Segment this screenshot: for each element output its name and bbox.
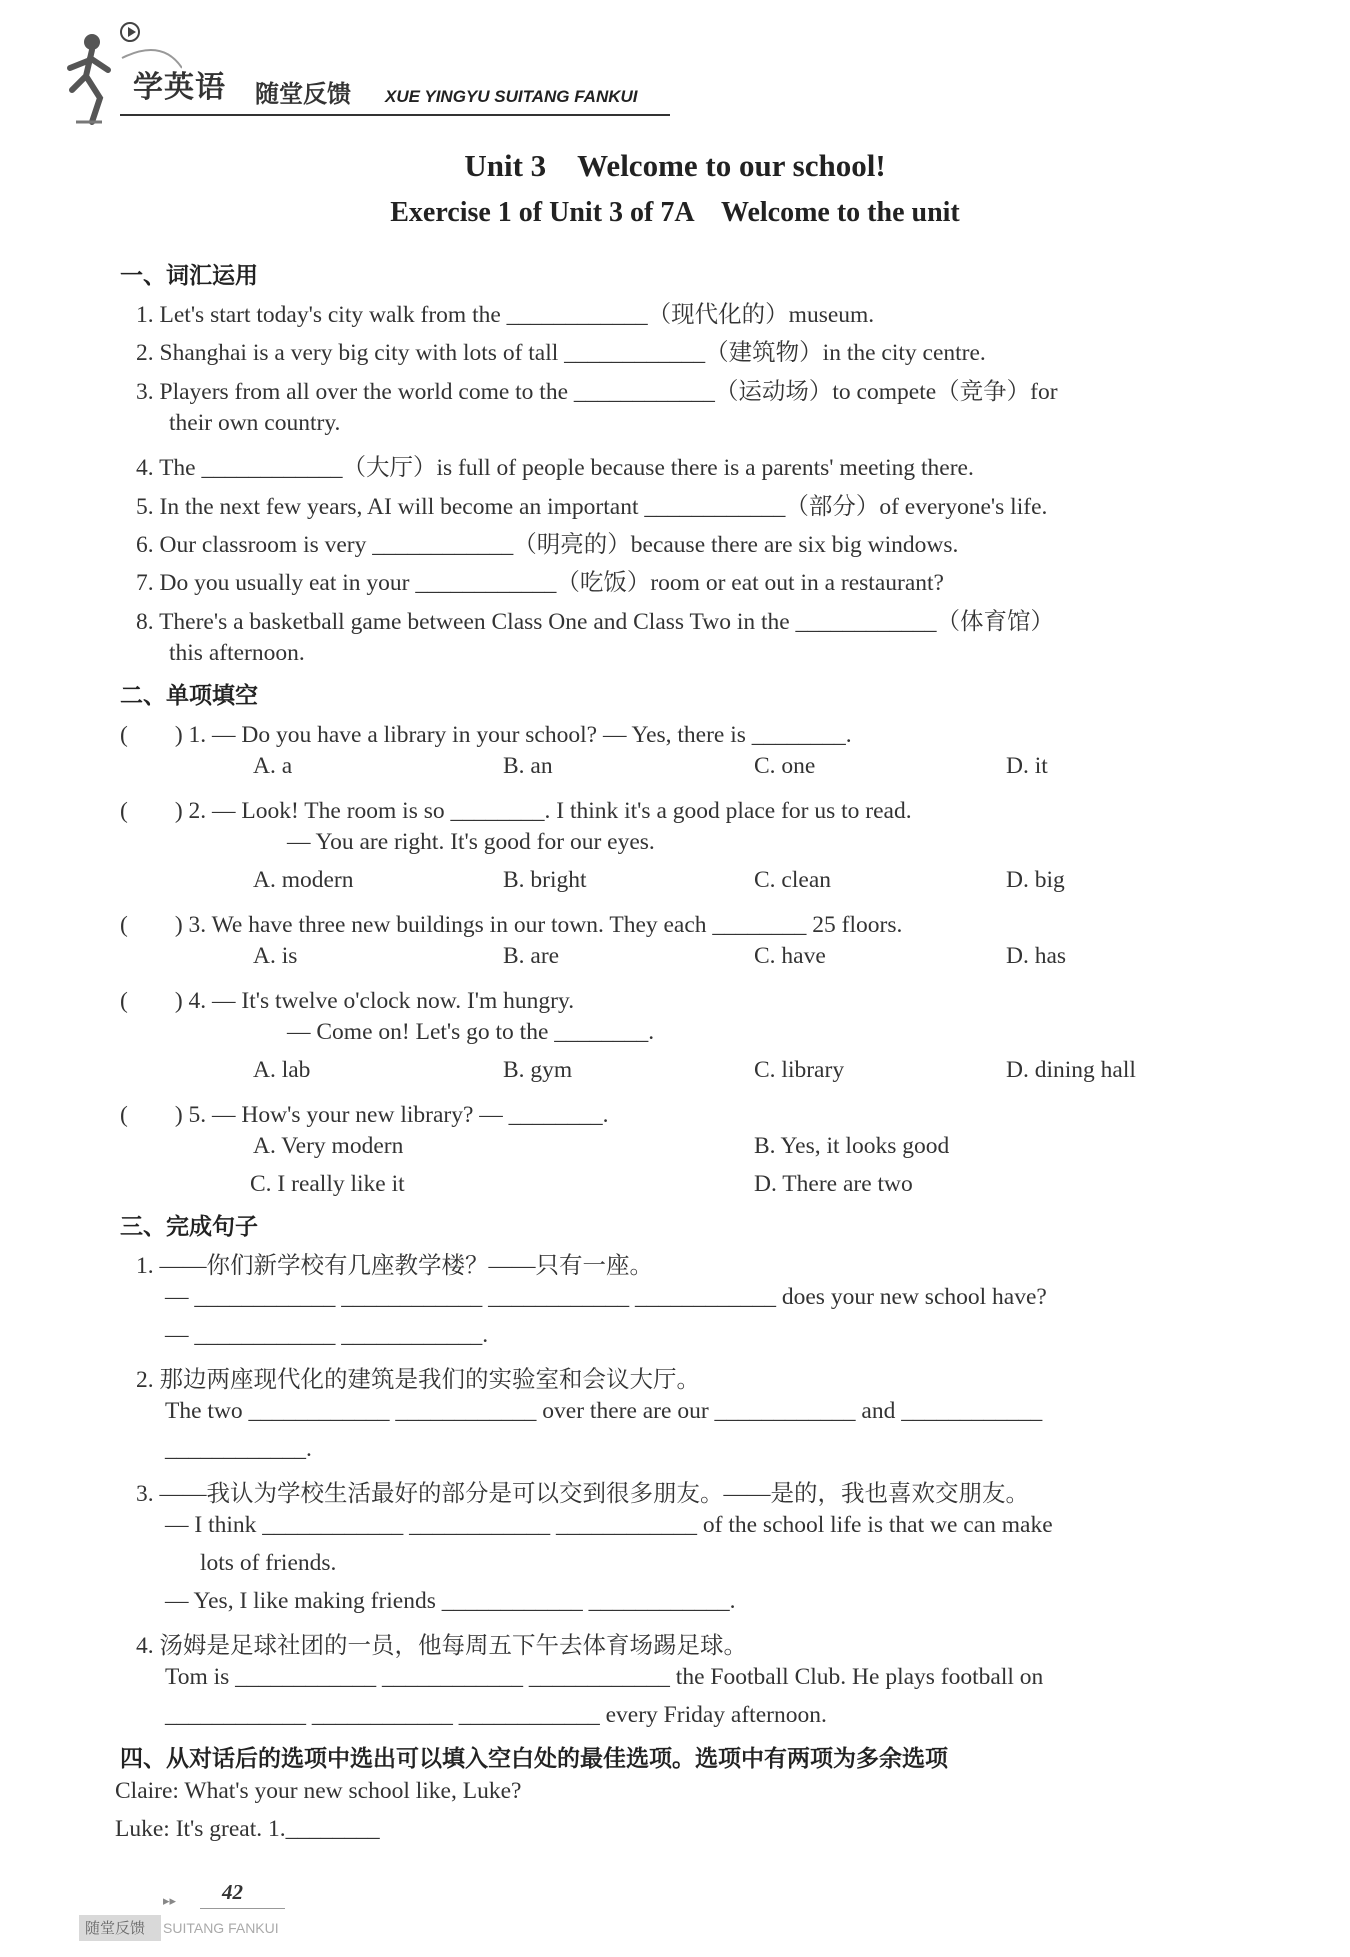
question-line: ( ) 4. — It's twelve o'clock now. I'm hungry. [120,988,575,1014]
question-line: 1. ——你们新学校有几座教学楼？——只有一座。 [136,1253,653,1279]
option-c: C. library [754,1057,845,1083]
question-line: 2. Shanghai is a very big city with lots of tall ____________（建筑物）in the city centre. [136,340,986,366]
question-line: 6. Our classroom is very ____________（明亮的）because there are six big windows. [136,532,959,558]
dialogue-line: Luke: It's great. 1.________ [115,1816,380,1842]
question-line: 5. In the next few years, AI will become an important ____________（部分）of everyone's life. [136,494,1048,520]
option-d: D. dining hall [1006,1057,1136,1083]
question-line: ____________ ____________ ____________ every Friday afternoon. [165,1702,827,1728]
question-line: — ____________ ____________ ____________ ____________ does your new school have? [165,1284,1047,1310]
question-line: — ____________ ____________. [165,1322,489,1348]
header-logo-en: XUE YINGYU SUITANG FANKUI [385,87,638,106]
question-line: The two ____________ ____________ over there are our ____________ and ____________ [165,1398,1043,1424]
question-line: ____________. [165,1436,312,1462]
section-heading: 三、完成句子 [120,1214,258,1240]
header-logo-cn: 学英语 [133,70,226,105]
question-line: 7. Do you usually eat in your ____________（吃饭）room or eat out in a restaurant? [136,570,944,596]
option-c: C. one [754,753,816,779]
option-d: D. There are two [754,1171,913,1197]
option-b: B. gym [503,1057,573,1083]
question-line: 8. There's a basketball game between Class One and Class Two in the ____________（体育馆） [136,609,1055,635]
question-line: their own country. [169,410,341,436]
option-b: B. bright [503,867,587,893]
question-line: lots of friends. [200,1550,337,1576]
option-d: D. it [1006,753,1048,779]
header-rule [120,114,670,116]
question-line: ( ) 1. — Do you have a library in your school? — Yes, there is ________. [120,722,852,748]
question-line: — You are right. It's good for our eyes. [287,829,655,855]
question-line: 3. Players from all over the world come to the ____________（运动场）to compete（竞争）for [136,379,1058,405]
question-line: 1. Let's start today's city walk from the ____________（现代化的）museum. [136,302,875,328]
question-line: Tom is ____________ ____________ ____________ the Football Club. He plays football on [165,1664,1044,1690]
question-line: ( ) 5. — How's your new library? — ________. [120,1102,609,1128]
footer-arrow-icon: ▸▸ [163,1894,177,1909]
option-a: A. a [253,753,293,779]
question-line: 3. ——我认为学校生活最好的部分是可以交到很多朋友。——是的，我也喜欢交朋友。 [136,1481,1029,1507]
option-d: D. big [1006,867,1065,893]
question-line: ( ) 2. — Look! The room is so ________. I think it's a good place for us to read. [120,798,912,824]
question-line: ( ) 3. We have three new buildings in our town. They each ________ 25 floors. [120,912,903,938]
section-heading: 一、词汇运用 [120,263,258,289]
question-line: 4. The ____________（大厅）is full of people because there is a parents' meeting there. [136,455,974,481]
page-title: Unit 3 Welcome to our school! [464,148,886,183]
footer-label-cn: 随堂反馈 [85,1919,146,1937]
option-b: B. are [503,943,560,969]
question-line: — Come on! Let's go to the ________. [287,1019,655,1045]
question-line: 4. 汤姆是足球社团的一员，他每周五下午去体育场踢足球。 [136,1633,747,1659]
section-heading: 四、从对话后的选项中选出可以填入空白处的最佳选项。选项中有两项为多余选项 [120,1746,948,1772]
footer-label-en: SUITANG FANKUI [163,1920,279,1936]
option-a: A. Very modern [253,1133,404,1159]
page-number: 42 [222,1880,243,1904]
option-a: A. is [253,943,298,969]
dialogue-line: Claire: What's your new school like, Luke? [115,1778,522,1804]
footer-rule [200,1908,285,1909]
page-subtitle: Exercise 1 of Unit 3 of 7A Welcome to the unit [390,197,960,228]
header-logo-cn2: 随堂反馈 [255,80,351,108]
option-c: C. have [754,943,826,969]
question-line: this afternoon. [169,640,305,666]
option-c: C. I really like it [250,1171,405,1197]
option-b: B. Yes, it looks good [754,1133,950,1159]
section-heading: 二、单项填空 [120,683,258,709]
option-a: A. lab [253,1057,311,1083]
question-line: 2. 那边两座现代化的建筑是我们的实验室和会议大厅。 [136,1367,700,1393]
question-line: — I think ____________ ____________ ____________ of the school life is that we can make [165,1512,1053,1538]
option-b: B. an [503,753,553,779]
option-a: A. modern [253,867,354,893]
option-c: C. clean [754,867,831,893]
question-line: — Yes, I like making friends ____________ ____________. [165,1588,736,1614]
option-d: D. has [1006,943,1067,969]
